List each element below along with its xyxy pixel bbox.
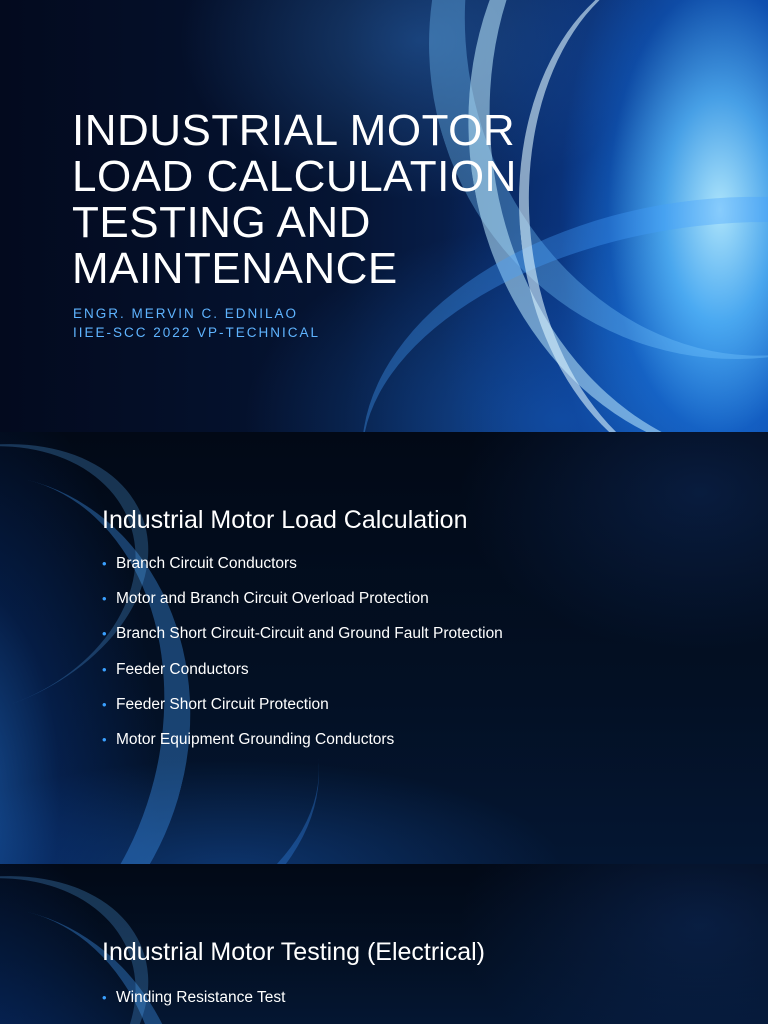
bullet-dot-icon: • <box>102 556 107 571</box>
bullet-dot-icon: • <box>102 990 107 1005</box>
bullet-text: Winding Resistance Test <box>116 989 286 1006</box>
bullet-list <box>102 554 503 765</box>
title-line: MAINTENANCE <box>72 244 398 293</box>
presentation-title <box>72 108 542 292</box>
bullet-item <box>102 589 503 624</box>
bullet-item <box>102 695 503 730</box>
author-name: ENGR. MERVIN C. EDNILAO <box>73 306 299 321</box>
bullet-item <box>102 730 503 765</box>
bullet-text: Branch Circuit Conductors <box>116 555 297 572</box>
bullet-dot-icon: • <box>102 731 107 747</box>
bullet-text: Motor and Branch Circuit Overload Protection <box>116 590 429 608</box>
bullet-item <box>102 554 503 589</box>
bullet-dot-icon: • <box>102 661 107 677</box>
bullet-dot-icon: • <box>102 591 107 607</box>
bullet-text: Feeder Conductors <box>116 660 249 678</box>
bullet-text: Feeder Short Circuit Protection <box>116 695 329 713</box>
bullet-item <box>102 988 285 1023</box>
author-position: IIEE-SCC 2022 VP-TECHNICAL <box>73 325 321 340</box>
load-calculation-slide <box>0 432 768 864</box>
bullet-dot-icon: • <box>102 626 107 642</box>
bullet-item <box>102 624 503 659</box>
bullet-list <box>102 988 285 1023</box>
bullet-dot-icon: • <box>102 696 107 712</box>
bullet-text: Branch Short Circuit-Circuit and Ground Fault Protection <box>116 625 503 643</box>
bullet-text: Motor Equipment Grounding Conductors <box>116 730 395 748</box>
bullet-item <box>102 660 503 695</box>
title-slide <box>0 0 768 432</box>
presentation-subtitle <box>73 304 320 342</box>
slide-heading: Industrial Motor Testing (Electrical) <box>102 938 486 966</box>
motor-testing-slide <box>0 864 768 1024</box>
title-line: LOAD CALCULATION <box>72 152 517 201</box>
title-line: TESTING AND <box>72 198 371 247</box>
slide-heading: Industrial Motor Load Calculation <box>102 506 468 534</box>
title-line: INDUSTRIAL MOTOR <box>72 106 516 155</box>
